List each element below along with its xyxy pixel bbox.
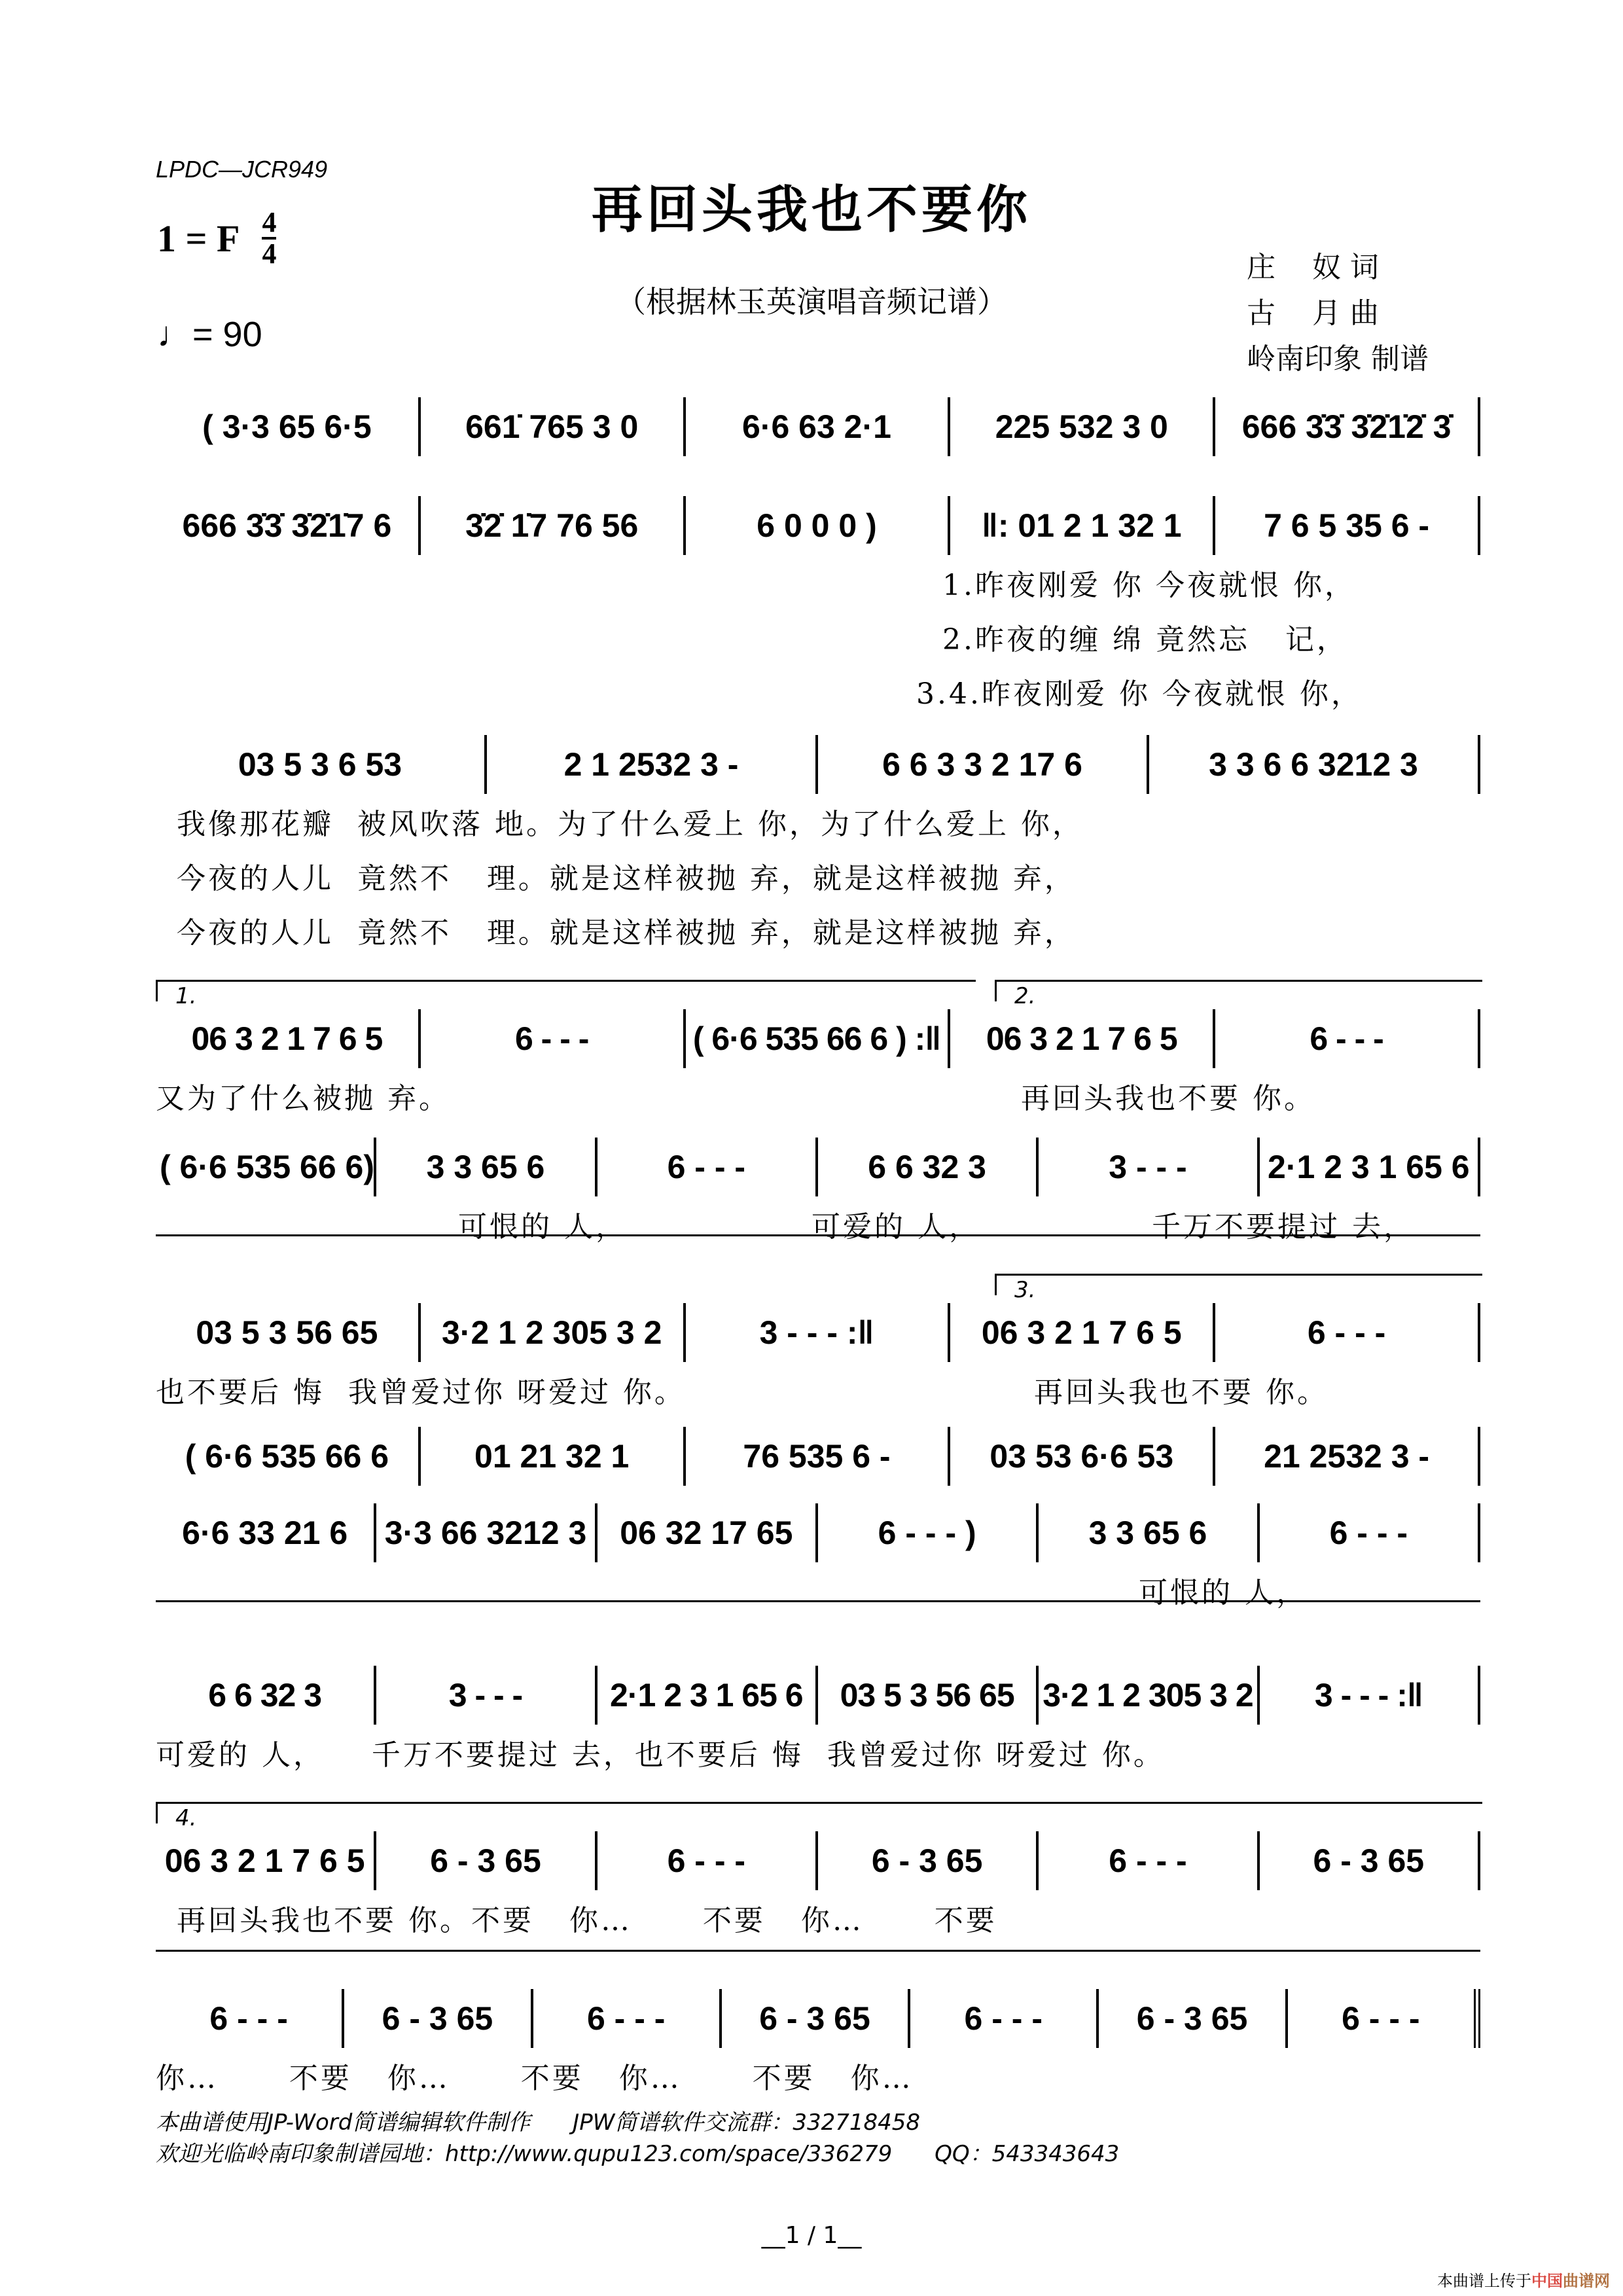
lyric-line: 可爱的 人， 千万不要提过 去，也不要后 悔 我曾爱过你 呀爱过 你。 [156, 1738, 1165, 1772]
footer-website: 欢迎光临岭南印象制谱园地：http://www.qupu123.com/space/336279 QQ：543343643 [156, 2141, 1120, 2167]
measure: 06 3 2 1 7 6 5 [156, 1009, 421, 1068]
volta-bracket [156, 1802, 1482, 1823]
lyric-line: 也不要后 悔 我曾爱过你 呀爱过 你。 [156, 1376, 686, 1409]
volta-label: 2. [1014, 983, 1036, 1009]
measure: 6 6 32 3 [156, 1666, 376, 1725]
measure: 6 - - - [1039, 1831, 1259, 1890]
measure: 3̇2̇ 1̇7 76 56 [421, 496, 686, 555]
lyric-line: 再回头我也不要 你。 [1021, 1082, 1315, 1115]
measure: 6 - - - [1215, 1009, 1480, 1068]
measure: 6 - - - [1288, 1989, 1480, 2048]
measure: 01 21 32 1 [421, 1427, 686, 1486]
measure: 6 - - - ) [818, 1503, 1039, 1562]
lyric-line: 可恨的 人， [1139, 1576, 1308, 1609]
volta-bracket [995, 1274, 1482, 1295]
measure: 6 - - - [597, 1831, 818, 1890]
staff-system [156, 1831, 1480, 1890]
measure: 661̇ 765 3 0 [421, 397, 686, 456]
lyric-line: 可爱的 人， [812, 1210, 980, 1244]
tempo [157, 314, 262, 355]
measure: 6 - - - [1215, 1303, 1480, 1362]
composer: 古 月 曲 [1247, 296, 1379, 330]
lyric-line: 可恨的 人， [458, 1210, 627, 1244]
arranger: 岭南印象 制谱 [1247, 342, 1429, 376]
quarter-note-icon: ♩ [157, 315, 192, 354]
measure: 06 32 17 65 [597, 1503, 818, 1562]
staff-system [156, 1009, 1480, 1068]
staff-system [156, 1503, 1480, 1562]
measure: 3 - - - [1039, 1138, 1259, 1196]
lyric-line: 1.昨夜刚爱 你 今夜就恨 你， [942, 569, 1356, 602]
measure: 03 5 3 56 65 [818, 1666, 1039, 1725]
volta-label: 1. [175, 983, 197, 1009]
measure: 6 - - - [156, 1989, 344, 2048]
staff-system [156, 1666, 1480, 1725]
time-signature [262, 208, 276, 268]
tempo-value: = 90 [192, 315, 262, 354]
lyric-line: 我像那花瓣 被风吹落 地。为了什么爱上 你，为了什么爱上 你， [177, 808, 1084, 841]
time-top: 4 [262, 206, 277, 238]
volta-label: 4. [175, 1805, 197, 1831]
staff-system [156, 1989, 1480, 2048]
lyric-line: 再回头我也不要 你。 [1034, 1376, 1329, 1409]
staff-system [156, 735, 1480, 794]
measure: 225 532 3 0 [950, 397, 1215, 456]
measure: 6 - - - [597, 1138, 818, 1196]
measure: 6 6 32 3 [818, 1138, 1039, 1196]
measure: 06 3 2 1 7 6 5 [156, 1831, 376, 1890]
measure: 2·1 2 3 1 65 6 [1260, 1138, 1480, 1196]
lyricist: 庄 奴 词 [1247, 251, 1379, 284]
measure: ( 6·6 535 66 6 ) :‖ [686, 1009, 951, 1068]
measure: 6 - - - [1260, 1503, 1480, 1562]
lyric-line: 又为了什么被抛 弃。 [156, 1082, 450, 1115]
staff-system [156, 397, 1480, 456]
measure: 6 - - - [421, 1009, 686, 1068]
measure: 3·3 66 3212 3 [376, 1503, 597, 1562]
measure: 2 1 2532 3 - [487, 735, 818, 794]
staff-system [156, 1303, 1480, 1362]
staff-system [156, 496, 1480, 555]
measure: 21 2532 3 - [1215, 1427, 1480, 1486]
measure: 06 3 2 1 7 6 5 [950, 1009, 1215, 1068]
staff-system [156, 1427, 1480, 1486]
staff-system [156, 1138, 1480, 1196]
time-bottom: 4 [262, 238, 277, 270]
score-code: LPDC—JCR949 [156, 156, 328, 183]
measure: 3·2 1 2 305 3 2 [1039, 1666, 1259, 1725]
measure: 76 535 6 - [686, 1427, 951, 1486]
measure: ‖: 01 2 1 32 1 [950, 496, 1215, 555]
measure: 666 3̇3̇ 3̇2̇1̇2̇ 3̇ [1215, 397, 1480, 456]
lyric-line: 今夜的人儿 竟然不 理。就是这样被抛 弃，就是这样被抛 弃， [177, 862, 1076, 895]
measure: 3 - - - :‖ [686, 1303, 951, 1362]
lyric-line: 千万不要提过 去， [1152, 1210, 1415, 1244]
measure: 3·2 1 2 305 3 2 [421, 1303, 686, 1362]
measure: ( 6·6 535 66 6) [156, 1138, 376, 1196]
watermark [1437, 2268, 1610, 2291]
measure: 6 - 3 65 [722, 1989, 910, 2048]
measure: 03 5 3 6 53 [156, 735, 487, 794]
volta-label: 3. [1014, 1277, 1036, 1303]
lyric-line: 3.4.昨夜刚爱 你 今夜就恨 你， [916, 677, 1363, 711]
key-signature [157, 208, 276, 268]
watermark-brand-2: 曲谱网 [1563, 2272, 1610, 2290]
measure: 6 - 3 65 [376, 1831, 597, 1890]
measure: 666 3̇3̇ 3̇2̇1̇7 6 [156, 496, 421, 555]
measure: 03 5 3 56 65 [156, 1303, 421, 1362]
lyric-line: 2.昨夜的缠 绵 竟然忘 记， [942, 623, 1348, 656]
measure: 3 3 6 6 3212 3 [1149, 735, 1480, 794]
measure: ( 6·6 535 66 6 [156, 1427, 421, 1486]
song-title: 再回头我也不要你 [591, 180, 1031, 240]
measure: 6 0 0 0 ) [686, 496, 951, 555]
measure: 6 - - - [533, 1989, 722, 2048]
section-rule [156, 1950, 1480, 1952]
measure: 3 3 65 6 [1039, 1503, 1259, 1562]
watermark-prefix: 本曲谱上传于 [1437, 2272, 1531, 2290]
measure: 6 - 3 65 [344, 1989, 533, 2048]
measure: 3 - - - [376, 1666, 597, 1725]
measure: 2·1 2 3 1 65 6 [597, 1666, 818, 1725]
measure: 06 3 2 1 7 6 5 [950, 1303, 1215, 1362]
measure: 6 - 3 65 [818, 1831, 1039, 1890]
watermark-brand: 中国 [1531, 2272, 1563, 2290]
volta-bracket [156, 980, 976, 1001]
key: 1 = F [157, 217, 240, 260]
lyric-line: 再回头我也不要 你。不要 你… 不要 你… 不要 [177, 1904, 997, 1937]
lyric-line: 你… 不要 你… 不要 你… 不要 你… [156, 2062, 914, 2095]
measure: ( 3·3 65 6·5 [156, 397, 421, 456]
lyric-line: 今夜的人儿 竟然不 理。就是这样被抛 弃，就是这样被抛 弃， [177, 916, 1076, 950]
measure: 3 - - - :‖ [1260, 1666, 1480, 1725]
measure: 6·6 33 21 6 [156, 1503, 376, 1562]
measure: 6·6 63 2·1 [686, 397, 951, 456]
measure: 6 - 3 65 [1260, 1831, 1480, 1890]
page-number: __1 / 1__ [761, 2222, 862, 2249]
measure: 6 6 3 3 2 17 6 [818, 735, 1149, 794]
measure: 3 3 65 6 [376, 1138, 597, 1196]
measure: 6 - - - [910, 1989, 1099, 2048]
measure: 7 6 5 35 6 - [1215, 496, 1480, 555]
subtitle: （根据林玉英演唱音频记谱） [616, 284, 1007, 319]
volta-bracket [995, 980, 1482, 1001]
measure: 03 53 6·6 53 [950, 1427, 1215, 1486]
footer-software: 本曲谱使用JP-Word简谱编辑软件制作 JPW简谱软件交流群：332718458 [156, 2109, 921, 2136]
measure: 6 - 3 65 [1099, 1989, 1287, 2048]
